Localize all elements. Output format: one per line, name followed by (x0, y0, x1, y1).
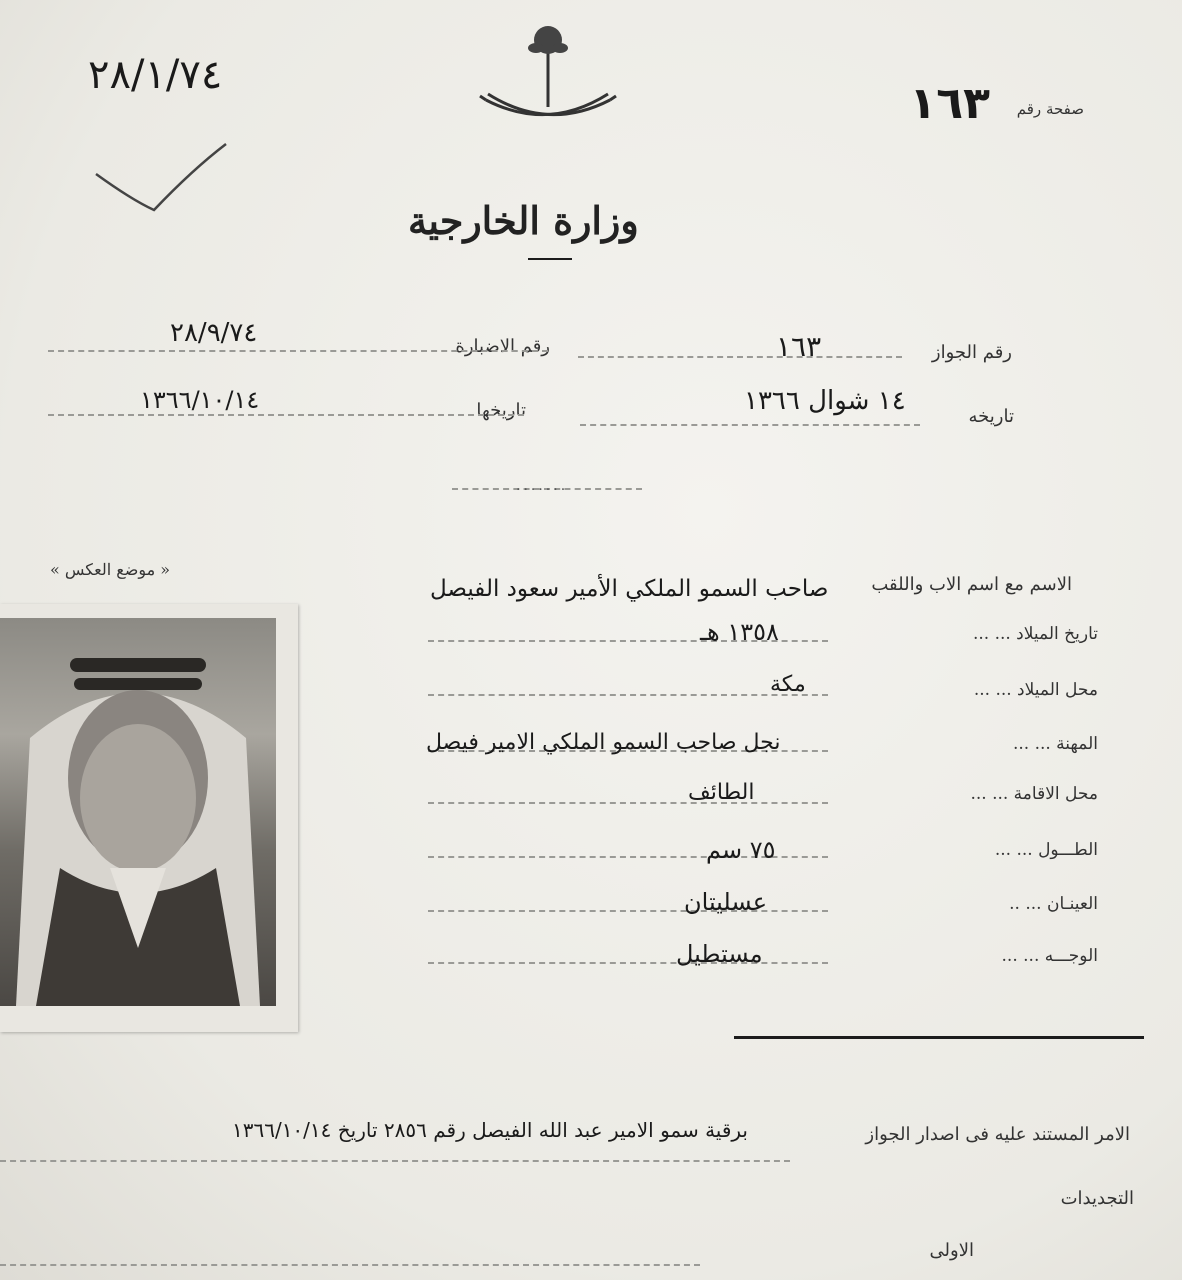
checkmark-icon (92, 140, 232, 220)
residence-line (428, 802, 828, 804)
section-divider (734, 1036, 1144, 1039)
first-renewal-line (0, 1264, 700, 1266)
renewals-label: التجديدات (1060, 1188, 1134, 1209)
residence-value: الطائف (688, 780, 755, 805)
date-line-left (48, 414, 524, 416)
date-value-left: ١٣٦٦/١٠/١٤ (140, 386, 260, 414)
saudi-emblem-icon (478, 22, 618, 142)
passport-line (578, 356, 902, 358)
height-value: ٧٥ سم (706, 836, 776, 864)
ministry-title: وزارة الخارجية (408, 198, 639, 243)
face-value: مستطيل (676, 940, 763, 968)
date-label-left: تاريخها (476, 400, 526, 421)
birth-place-label: محل الميلاد ... ... (973, 680, 1098, 700)
portrait-icon (0, 618, 276, 1006)
order-value: برقية سمو الامير عبد الله الفيصل رقم ٢٨٥٦ تاريخ ١٣٦٦/١٠/١٤ (231, 1118, 748, 1142)
first-renewal-label: الاولى (929, 1240, 974, 1261)
order-line (0, 1160, 790, 1162)
page-number: ١٦٣ (909, 78, 990, 129)
passport-value: ١٦٣ (776, 330, 822, 363)
profession-label: المهنة ... ... (1012, 734, 1098, 754)
date-label-right: تاريخه (968, 406, 1014, 427)
height-label: الطـــول ... ... (994, 840, 1098, 860)
profession-value: نجل صاحب السمو الملكي الامير فيصل (426, 730, 781, 755)
dossier-value: ٢٨/٩/٧٤ (170, 318, 258, 348)
order-label: الامر المستند عليه فى اصدار الجواز (865, 1124, 1130, 1145)
birth-place-value: مكة (770, 672, 806, 697)
eyes-label: العينـان ... .. (1009, 894, 1098, 914)
title-underline (528, 258, 572, 260)
face-line (428, 962, 828, 964)
eyes-line (428, 910, 828, 912)
header-date: ٢٨/١/٧٤ (88, 52, 223, 98)
separator-dots: ....... (516, 478, 569, 494)
date-line-right (580, 424, 920, 426)
dossier-line (48, 350, 548, 352)
passport-photo (0, 604, 298, 1032)
birth-date-label: تاريخ الميلاد ... ... (972, 624, 1098, 644)
eyes-value: عسليتان (684, 888, 768, 916)
date-value-right: ١٤ شوال ١٣٦٦ (744, 386, 906, 416)
face-label: الوجـــه ... ... (1001, 946, 1098, 966)
page-number-label: صفحة رقم (1016, 100, 1084, 118)
residence-label: محل الاقامة ... ... (970, 784, 1098, 804)
photo-portrait (0, 618, 276, 1006)
name-value: صاحب السمو الملكي الأمير سعود الفيصل (430, 576, 829, 602)
birth-place-line (428, 694, 828, 696)
photo-label: « موضع العكس » (50, 560, 171, 579)
passport-label: رقم الجواز (931, 342, 1012, 363)
dossier-label: رقم الاضبارة (455, 336, 550, 357)
birth-date-value: ١٣٥٨ هـ (700, 618, 779, 646)
name-label: الاسم مع اسم الاب واللقب (871, 574, 1072, 595)
